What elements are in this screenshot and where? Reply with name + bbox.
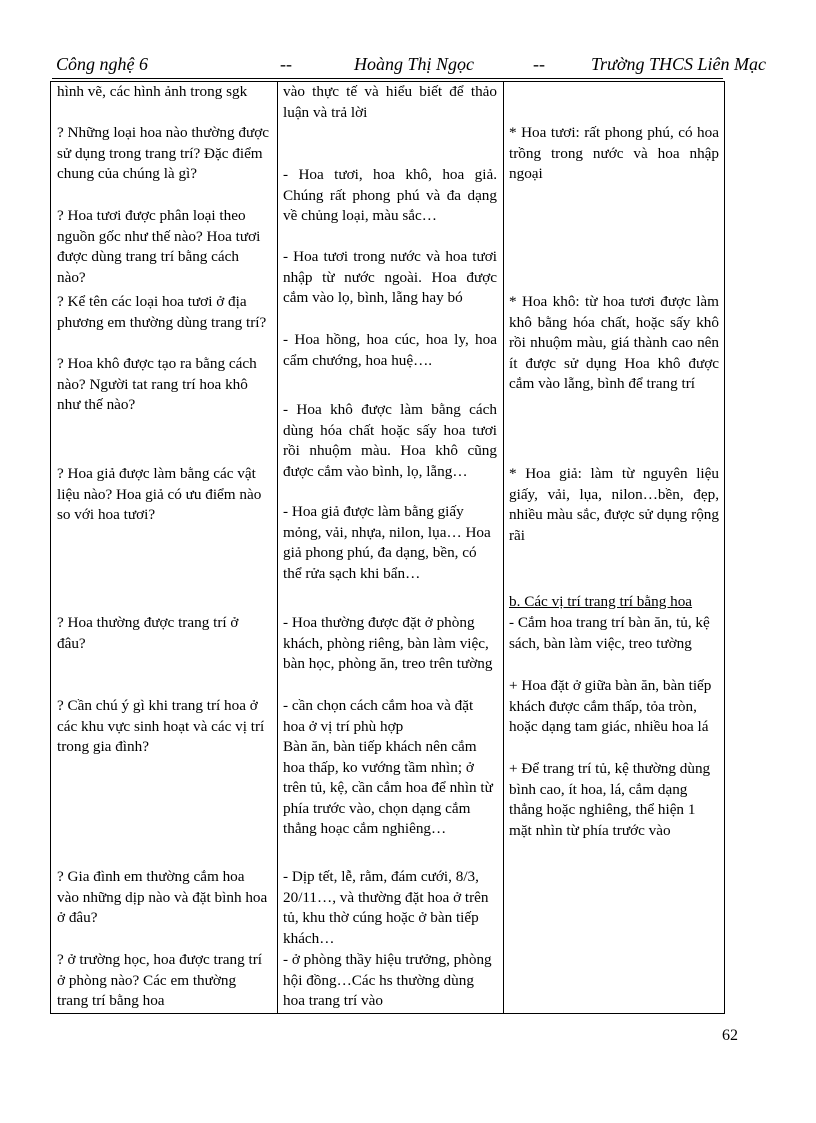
question-text: ? Kể tên các loại hoa tươi ở địa phương em thường dùng trang trí? [57, 293, 267, 331]
page-header [52, 52, 766, 79]
answer-text: - Hoa giả được làm bằng giấy mỏng, vải, nhựa, nilon, lụa… Hoa giả phong phú, đa dạng, bền, có thể rửa sạch khi bẩn… [283, 503, 491, 582]
content-text: * Hoa giả: làm từ nguyên liệu giấy, vải, lụa, nilon…bền, đẹp, nhiều màu sắc, được sử dụng rộng rãi [509, 465, 719, 544]
answer-text: - Hoa tươi, hoa khô, hoa giả. Chúng rất phong phú và đa dạng về chủng loại, màu sắc… [283, 166, 497, 225]
answer-text: - Dịp tết, lễ, rằm, đám cưới, 8/3, 20/11…, và thường đặt hoa ở trên tủ, khu thờ cúng hoặc ở bàn tiếp khách… [283, 868, 489, 947]
answer-text: - Hoa thường được đặt ở phòng khách, phòng riêng, bàn làm việc, bàn học, phòng ăn, treo trên tường [283, 614, 493, 673]
content-text: * Hoa tươi: rất phong phú, có hoa trồng trong nước và hoa nhập ngoại [509, 124, 719, 183]
answer-text: - Hoa khô được làm bằng cách dùng hóa chất hoặc sấy hoa tươi rồi nhuộm màu. Hoa khô cũng được cắm vào bình, lọ, lẵng… [283, 401, 497, 480]
answer-text: - Hoa hồng, hoa cúc, hoa ly, hoa cẩm chướng, hoa huệ…. [283, 331, 497, 369]
header-subject: Công nghệ 6 [56, 54, 148, 74]
content-text: * Hoa khô: từ hoa tươi được làm khô bằng hóa chất, hoặc sấy khô rồi nhuộm màu, giá thành cao nên ít được sử dụng Hoa khô được cắm vào lẵng, bình để trang trí [509, 293, 719, 393]
section-heading: b. Các vị trí trang trí bằng hoa [509, 593, 693, 610]
question-text: ? Cần chú ý gì khi trang trí hoa ở các khu vực sinh hoạt và các vị trí trong gia đình? [57, 697, 265, 756]
answer-text: - ở phòng thầy hiệu trưởng, phòng hội đồng…Các hs thường dùng hoa trang trí vào [283, 951, 492, 1010]
content-text: - Cắm hoa trang trí bàn ăn, tủ, kệ sách, bàn làm việc, treo tường [509, 614, 710, 652]
question-text: ? Hoa tươi được phân loại theo nguồn gốc như thế nào? Hoa tươi được dùng trang trí bằng cách nào? [57, 207, 261, 286]
content-column [504, 82, 724, 1013]
header-school: Trường THCS Liên Mạc [591, 54, 766, 74]
content-text: + Để trang trí tủ, kệ thường dùng bình cao, ít hoa, lá, cắm dạng thẳng hoặc nghiêng, thể hiện 1 mặt nhìn từ phía trước vào [509, 760, 711, 839]
header-separator: -- [533, 54, 545, 74]
answer-text: - cần chọn cách cắm hoa và đặt hoa ở vị trí phù hợp [283, 697, 474, 735]
answer-text: - Hoa tươi trong nước và hoa tươi nhập từ nước ngoài. Hoa được cắm vào lọ, bình, lẵng hay bó [283, 248, 497, 307]
question-text: ? Những loại hoa nào thường được sử dụng trong trang trí? Đặc điểm chung của chúng là gì? [57, 124, 269, 183]
answer-text: vào thực tế và hiểu biết để thảo luận và trả lời [283, 83, 497, 121]
header-author: Hoàng Thị Ngọc [354, 54, 475, 74]
answer-text: Bàn ăn, bàn tiếp khách nên cắm hoa thấp, ko vướng tầm nhìn; ở trên tủ, kệ, cần cắm hoa để nhìn từ phía trước vào, chọn dạng cắm thẳng hoạc cắm nghiêng… [283, 738, 493, 838]
question-text: ? ở trường học, hoa được trang trí ở phòng nào? Các em thường trang trí bằng hoa [57, 951, 263, 1010]
teacher-activity-column [51, 82, 278, 1013]
question-text: hình vẽ, các hình ảnh trong sgk [57, 83, 248, 100]
content-text: + Hoa đặt ở giữa bàn ăn, bàn tiếp khách được cắm thấp, tỏa tròn, hoặc dạng tam giác, nhiều hoa lá [509, 677, 712, 736]
question-text: ? Hoa thường được trang trí ở đâu? [57, 614, 239, 652]
header-separator: -- [280, 54, 292, 74]
page-number: 62 [722, 1027, 738, 1044]
student-activity-column [278, 82, 504, 1013]
question-text: ? Hoa giả được làm bằng các vật liệu nào? Hoa giả có ưu điểm nào so với hoa tươi? [57, 465, 262, 524]
lesson-table [50, 81, 725, 1014]
question-text: ? Gia đình em thường cắm hoa vào những dịp nào và đặt bình hoa ở đâu? [57, 868, 268, 927]
question-text: ? Hoa khô được tạo ra bằng cách nào? Người tat rang trí hoa khô như thế nào? [57, 355, 257, 414]
